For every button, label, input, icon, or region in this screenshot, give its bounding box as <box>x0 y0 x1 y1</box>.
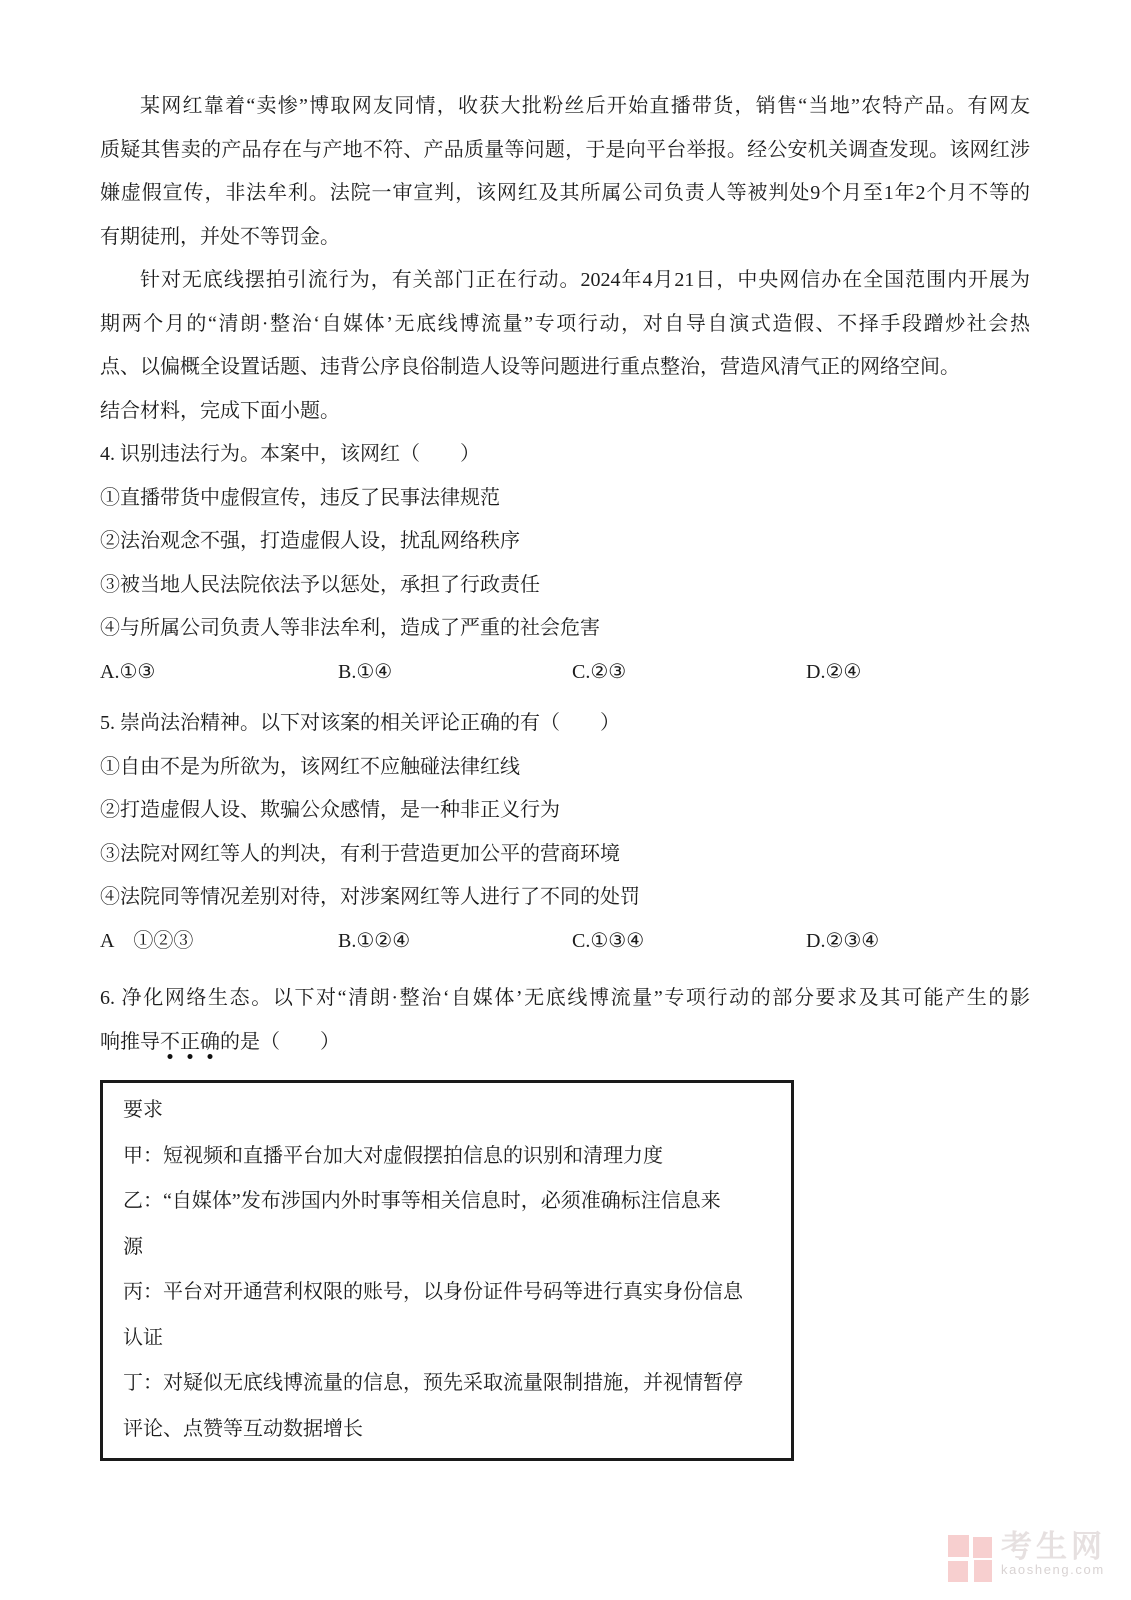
passage-line: 有期徒刑，并处不等罚金。 <box>100 225 340 248</box>
closing-line-text: 结合材料，完成下面小题。 <box>100 399 340 422</box>
watermark-text <box>1001 1529 1106 1578</box>
table-row-jia: 甲：短视频和直播平台加大对虚假摆拍信息的识别和清理力度 <box>123 1144 663 1167</box>
kaosheng-watermark <box>948 1529 1106 1582</box>
passage-paragraph-1 <box>100 85 1030 259</box>
question-4-choice-b: B.①④ <box>338 660 393 683</box>
question-5-option-2: ②打造虚假人设、欺骗公众感情，是一种非正义行为 <box>100 799 560 821</box>
passage-line: 期两个月的“清朗·整治‘自媒体’无底线博流量”专项行动，对自导自演式造假、不择手段蹭炒社会热 <box>100 312 1030 335</box>
requirements-table <box>100 1080 794 1461</box>
stem-text: 响推导 <box>100 1030 160 1053</box>
table-row-yi: 乙：“自媒体”发布涉国内外时事等相关信息时，必须准确标注信息来 <box>123 1190 721 1212</box>
watermark-domain: kaosheng.com <box>1001 1562 1105 1577</box>
table-row-yi-wrap: 源 <box>123 1235 143 1258</box>
passage-line: 针对无底线摆拍引流行为，有关部门正在行动。2024年4月21日，中央网信办在全国范围内开展为 <box>140 269 1030 291</box>
question-5-choice-a: A ①②③ <box>100 929 194 952</box>
table-row-ding: 丁：对疑似无底线博流量的信息，预先采取流量限制措施，并视情暂停 <box>123 1372 743 1394</box>
question-5-choices <box>100 920 1030 964</box>
table-row-ding-wrap: 评论、点赞等互动数据增长 <box>123 1417 363 1440</box>
question-5-option-1: ①自由不是为所欲为，该网红不应触碰法律红线 <box>100 755 520 778</box>
passage-closing-line <box>100 390 1030 434</box>
stem-text: 的是（ ） <box>220 1030 340 1053</box>
passage-line: 某网红靠着“卖惨”博取网友同情，收获大批粉丝后开始直播带货，销售“当地”农特产品。有网友 <box>140 95 1030 117</box>
passage-line: 点、以偏概全设置话题、违背公序良俗制造人设等问题进行重点整治，营造风清气正的网络空间。 <box>100 356 960 378</box>
emphasized-text: 不正确 <box>160 1031 220 1060</box>
question-4-option-2: ②法治观念不强，打造虚假人设，扰乱网络秩序 <box>100 530 520 552</box>
table-row-bing-wrap: 认证 <box>123 1326 163 1349</box>
question-6-stem-line-1: 6. 净化网络生态。以下对“清朗·整治‘自媒体’无底线博流量”专项行动的部分要求及其可能产生的影 <box>100 987 1030 1009</box>
question-5-option-3: ③法院对网红等人的判决，有利于营造更加公平的营商环境 <box>100 842 620 865</box>
question-5-stem: 5. 崇尚法治精神。以下对该案的相关评论正确的有（ ） <box>100 712 620 734</box>
question-4-choices <box>100 651 1030 695</box>
question-4 <box>100 433 1030 694</box>
passage-line: 质疑其售卖的产品存在与产地不符、产品质量等问题，于是向平台举报。经公安机关调查发现。该网红涉 <box>100 138 1030 161</box>
question-6-stem-line-2 <box>100 1021 1030 1065</box>
question-4-choice-c: C.②③ <box>572 660 627 683</box>
question-4-option-3: ③被当地人民法院依法予以惩处，承担了行政责任 <box>100 573 540 596</box>
question-5-choice-c: C.①③④ <box>572 929 645 952</box>
question-4-choice-a: A.①③ <box>100 660 156 683</box>
question-4-option-1: ①直播带货中虚假宣传，违反了民事法律规范 <box>100 486 500 509</box>
question-4-option-4: ④与所属公司负责人等非法牟利，造成了严重的社会危害 <box>100 617 600 639</box>
passage-line: 嫌虚假宣传，非法牟利。法院一审宣判，该网红及其所属公司负责人等被判处9个月至1年2个月不等的 <box>100 182 1030 204</box>
question-5-choice-b: B.①②④ <box>338 929 411 952</box>
question-5 <box>100 702 1030 963</box>
question-4-stem: 4. 识别违法行为。本案中，该网红（ ） <box>100 443 480 465</box>
question-6 <box>100 977 1030 1461</box>
question-5-choice-d: D.②③④ <box>806 929 880 952</box>
question-5-option-4: ④法院同等情况差别对待，对涉案网红等人进行了不同的处罚 <box>100 886 640 908</box>
table-row-bing: 丙：平台对开通营利权限的账号，以身份证件号码等进行真实身份信息 <box>123 1281 743 1303</box>
watermark-brand-name: 考生网 <box>1001 1529 1106 1564</box>
table-header-row: 要求 <box>123 1099 163 1121</box>
exam-content <box>100 85 1030 1461</box>
passage-paragraph-2 <box>100 259 1030 390</box>
kaosheng-logo-icon <box>948 1532 994 1582</box>
question-4-choice-d: D.②④ <box>806 660 862 683</box>
